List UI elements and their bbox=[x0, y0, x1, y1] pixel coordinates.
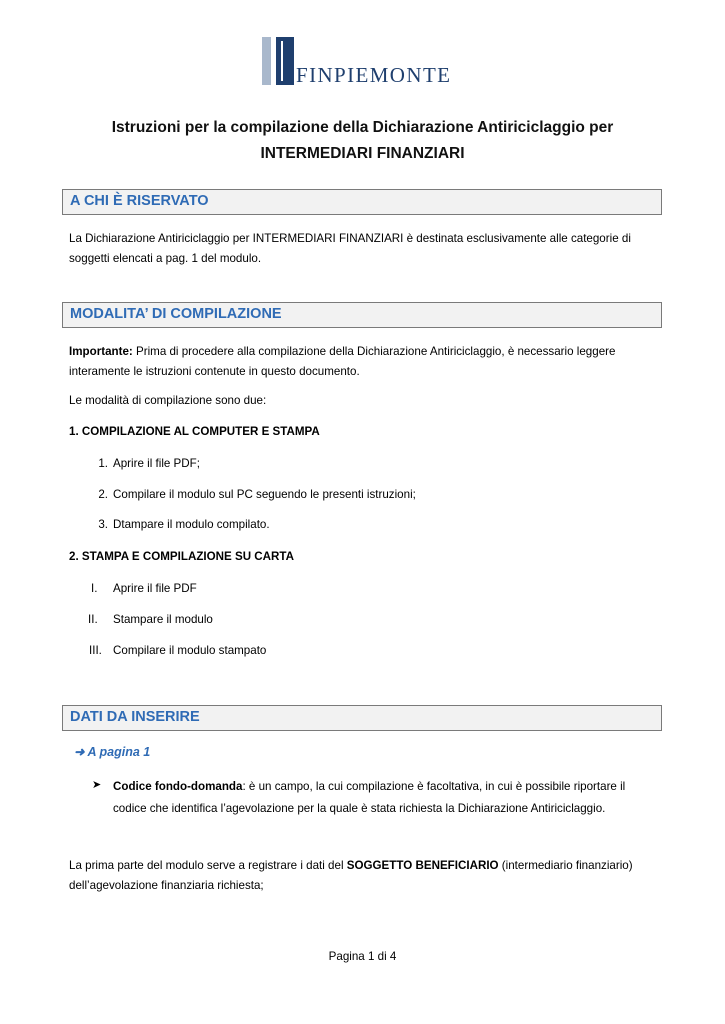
riservato-line-1: La Dichiarazione Antiriciclaggio per INTERMEDIARI FINANZIARI è destinata esclusivamente alle categorie di bbox=[69, 232, 631, 245]
right-arrow-icon: ➜ bbox=[74, 745, 85, 759]
mode-2-heading: 2. STAMPA E COMPILAZIONE SU CARTA bbox=[69, 550, 295, 563]
logo-text: FINPIEMONTE bbox=[296, 63, 452, 87]
beneficiario-post: (intermediario finanziario) bbox=[498, 859, 633, 872]
beneficiario-pre: La prima parte del modulo serve a registrare i dati del bbox=[69, 859, 347, 872]
mode-1-item-1-marker: 1. bbox=[98, 457, 108, 470]
page-ref-text: A pagina 1 bbox=[87, 745, 151, 759]
mode-1-item-1-text: Aprire il file PDF; bbox=[113, 457, 200, 470]
mode-1-item-2-text: Compilare il modulo sul PC seguendo le presenti istruzioni; bbox=[113, 488, 416, 501]
riservato-paragraph bbox=[69, 229, 656, 269]
page-ref-heading bbox=[74, 744, 150, 759]
page-number: Pagina 1 di 4 bbox=[328, 950, 397, 963]
section-modalita-heading: MODALITA’ DI COMPILAZIONE bbox=[70, 306, 282, 322]
mode-1-item-3-text: Dtampare il modulo compilato. bbox=[113, 518, 270, 531]
mode-2-item-1-marker: I. bbox=[91, 582, 98, 595]
codice-fondo-line-1: : è un campo, la cui compilazione è facoltativa, in cui è possibile riportare il bbox=[242, 780, 626, 793]
mode-2-item-3-text: Compilare il modulo stampato bbox=[113, 644, 267, 657]
mode-2-item-2-marker: II. bbox=[88, 613, 98, 626]
important-label: Importante: bbox=[69, 345, 133, 358]
important-line-1: Prima di procedere alla compilazione della Dichiarazione Antiriciclaggio, è necessario leggere bbox=[132, 345, 616, 358]
mode-1-item-2-marker: 2. bbox=[98, 488, 108, 501]
section-riservato-heading: A CHI È RISERVATO bbox=[70, 193, 209, 209]
finpiemonte-logo bbox=[262, 37, 462, 87]
mode-2-item-3-marker: III. bbox=[89, 644, 102, 657]
beneficiario-line-2: dell’agevolazione finanziaria richiesta; bbox=[69, 879, 264, 892]
arrowhead-bullet-icon: ➤ bbox=[92, 779, 102, 791]
section-dati-heading: DATI DA INSERIRE bbox=[70, 709, 200, 725]
important-paragraph bbox=[69, 342, 656, 382]
riservato-line-2: soggetti elencati a pag. 1 del modulo. bbox=[69, 252, 262, 265]
modes-intro: Le modalità di compilazione sono due: bbox=[69, 394, 267, 407]
logo-mark-icon bbox=[262, 37, 294, 85]
section-riservato-header bbox=[62, 189, 662, 215]
mode-2-item-1-text: Aprire il file PDF bbox=[113, 582, 197, 595]
beneficiario-bold: SOGGETTO BENEFICIARIO bbox=[346, 859, 499, 872]
codice-fondo-bullet bbox=[113, 776, 658, 820]
section-modalita-header bbox=[62, 302, 662, 328]
beneficiario-paragraph bbox=[69, 856, 656, 896]
section-dati-header bbox=[62, 705, 662, 731]
codice-fondo-label: Codice fondo-domanda bbox=[113, 780, 243, 793]
mode-1-heading: 1. COMPILAZIONE AL COMPUTER E STAMPA bbox=[69, 425, 320, 438]
mode-2-item-2-text: Stampare il modulo bbox=[113, 613, 213, 626]
mode-1-item-3-marker: 3. bbox=[98, 518, 108, 531]
important-line-2: interamente le istruzioni contenute in questo documento. bbox=[69, 365, 360, 378]
document-title-line-2: INTERMEDIARI FINANZIARI bbox=[260, 145, 465, 162]
document-title-line-1: Istruzioni per la compilazione della Dichiarazione Antiriciclaggio per bbox=[111, 119, 614, 136]
codice-fondo-line-2: codice che identifica l’agevolazione per la quale è stata richiesta la Dichiarazione Antiriciclaggio. bbox=[113, 802, 606, 815]
